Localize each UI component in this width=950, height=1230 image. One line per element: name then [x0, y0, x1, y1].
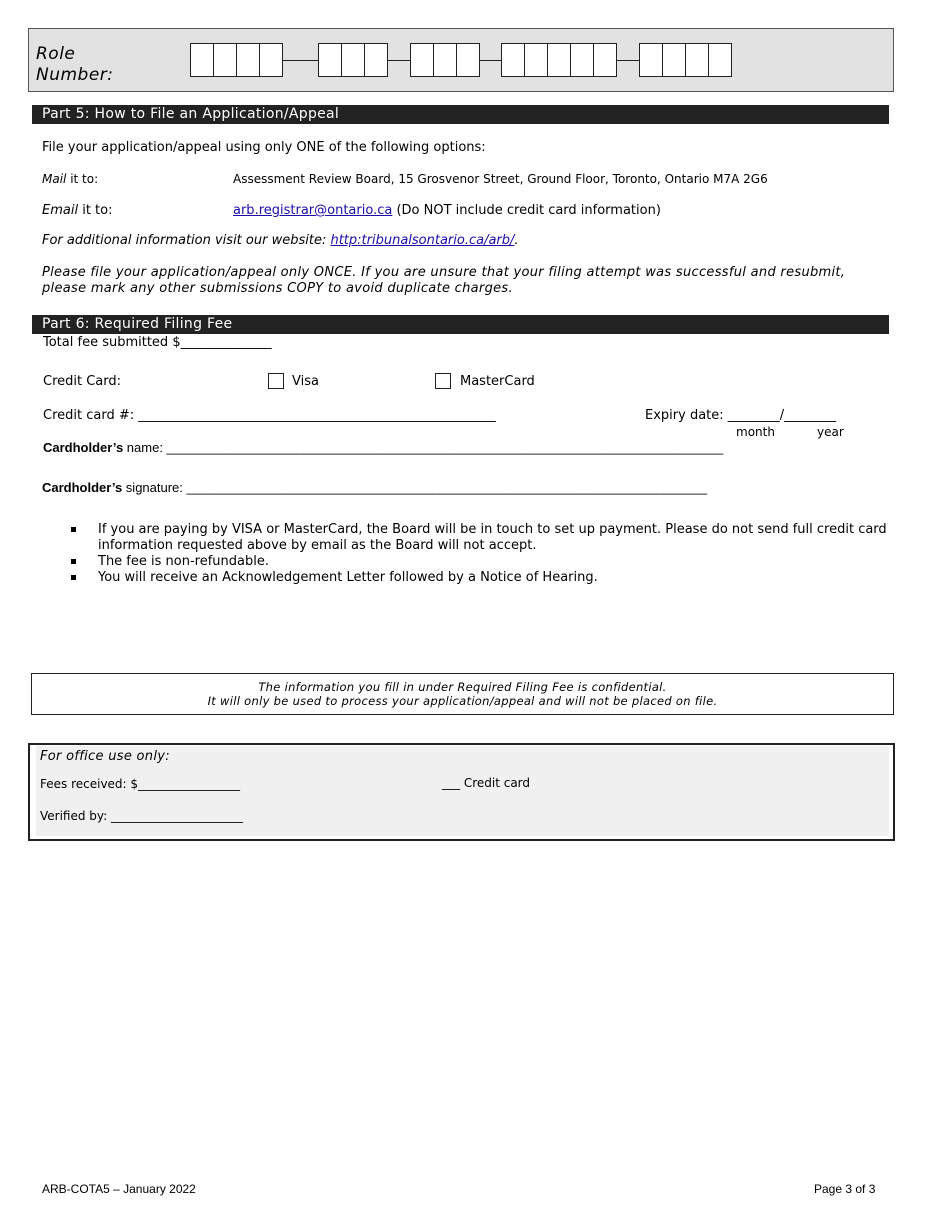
role-number-digit-box[interactable] — [259, 43, 283, 77]
mail-label — [42, 172, 98, 186]
credit-card-label: Credit Card: — [43, 374, 122, 389]
mail-address: Assessment Review Board, 15 Grosvenor Street, Ground Floor, Toronto, Ontario M7A 2G6 — [233, 172, 768, 186]
email-link[interactable]: arb.registrar@ontario.ca — [233, 203, 393, 218]
role-number-digit-box[interactable] — [524, 43, 548, 77]
filing-options-intro: File your application/appeal using only ONE of the following options: — [42, 140, 486, 155]
role-label-line2: Number: — [36, 65, 114, 85]
role-number-digit-box[interactable] — [501, 43, 525, 77]
website-end: . — [514, 233, 519, 248]
total-fee-field[interactable]: Total fee submitted $______________ — [43, 335, 272, 350]
role-number-digit-box[interactable] — [364, 43, 388, 77]
visa-checkbox[interactable] — [268, 373, 284, 389]
cardholder-signature-label: Cardholder’s — [42, 480, 123, 495]
email-line — [233, 203, 661, 218]
bullet-acknowledgement: You will receive an Acknowledgement Letter followed by a Notice of Hearing. — [98, 570, 598, 585]
part6-header: Part 6: Required Filing Fee — [32, 315, 889, 334]
role-number-digit-box[interactable] — [213, 43, 237, 77]
role-number-separator — [283, 60, 318, 61]
expiry-month-label: month — [736, 425, 775, 439]
role-number-digit-box[interactable] — [662, 43, 686, 77]
mail-label-emphasis: Mail — [42, 172, 67, 186]
verified-by-field[interactable]: Verified by: ______________________ — [40, 809, 244, 823]
role-number-digit-box[interactable] — [547, 43, 571, 77]
visa-label: Visa — [292, 374, 319, 389]
file-once-note: Please file your application/appeal only ONCE. If you are unsure that your filing attempt was successful and resubmit, please mark any other submissions COPY to avoid duplicate charges. — [42, 265, 846, 296]
cardholder-name-blank: name: _____________________________________________________________________________ — [123, 440, 724, 455]
mastercard-label: MasterCard — [460, 374, 535, 389]
role-number-digit-box[interactable] — [570, 43, 594, 77]
role-number-separator — [388, 60, 410, 61]
bullet-payment-contact: If you are paying by VISA or MasterCard, the Board will be in touch to set up payment. Please do not send full credit card information requested above by email as the Board will not accept. — [98, 522, 887, 553]
role-number-digit-box[interactable] — [708, 43, 732, 77]
role-number-label — [36, 44, 156, 86]
cardholder-name-label: Cardholder’s — [43, 440, 124, 455]
email-note: (Do NOT include credit card information) — [392, 203, 661, 218]
bullet-non-refundable: The fee is non-refundable. — [98, 554, 269, 569]
fees-received-field[interactable]: Fees received: $_________________ — [40, 777, 241, 791]
website-text: For additional information visit our website: — [42, 233, 331, 248]
cardholder-name-field[interactable] — [43, 440, 723, 455]
confidential-line2: It will only be used to process your application/appeal and will not be placed on file. — [207, 694, 718, 708]
card-number-field[interactable]: Credit card #: _______________________________________________________ — [43, 408, 496, 423]
bullet-icon — [71, 575, 76, 580]
office-credit-card-field[interactable]: ___ Credit card — [442, 776, 531, 790]
bullet-icon — [71, 527, 76, 532]
role-number-digit-box[interactable] — [433, 43, 457, 77]
role-number-digit-box[interactable] — [236, 43, 260, 77]
role-number-digit-box[interactable] — [685, 43, 709, 77]
role-label-line1: Role — [36, 44, 76, 64]
cardholder-signature-blank: signature: ________________________________________________________________________ — [122, 480, 708, 495]
expiry-date-field[interactable]: Expiry date: ________/________ — [645, 408, 837, 423]
mail-label-rest: it to: — [66, 172, 99, 186]
office-use-title: For office use only: — [40, 749, 170, 764]
role-number-separator — [480, 60, 501, 61]
form-identifier: ARB-COTA5 – January 2022 — [42, 1182, 196, 1196]
email-label-rest: it to: — [78, 203, 113, 218]
role-number-digit-box[interactable] — [639, 43, 663, 77]
part5-header: Part 5: How to File an Application/Appeal — [32, 105, 889, 124]
role-number-digit-box[interactable] — [593, 43, 617, 77]
role-number-digit-box[interactable] — [318, 43, 342, 77]
bullet-icon — [71, 559, 76, 564]
role-number-digit-box[interactable] — [190, 43, 214, 77]
confidential-line1: The information you fill in under Required Filing Fee is confidential. — [258, 680, 667, 694]
role-number-digit-box[interactable] — [341, 43, 365, 77]
email-label — [42, 203, 112, 218]
role-number-digit-box[interactable] — [410, 43, 434, 77]
expiry-year-label: year — [817, 425, 844, 439]
page-number: Page 3 of 3 — [814, 1182, 876, 1196]
confidential-notice — [31, 673, 894, 715]
email-label-emphasis: Email — [42, 203, 79, 218]
website-line — [42, 233, 519, 248]
role-number-digit-box[interactable] — [456, 43, 480, 77]
website-link[interactable]: http:tribunalsontario.ca/arb/ — [330, 233, 515, 248]
cardholder-signature-field[interactable] — [42, 480, 707, 495]
role-number-separator — [617, 60, 639, 61]
mastercard-checkbox[interactable] — [435, 373, 451, 389]
